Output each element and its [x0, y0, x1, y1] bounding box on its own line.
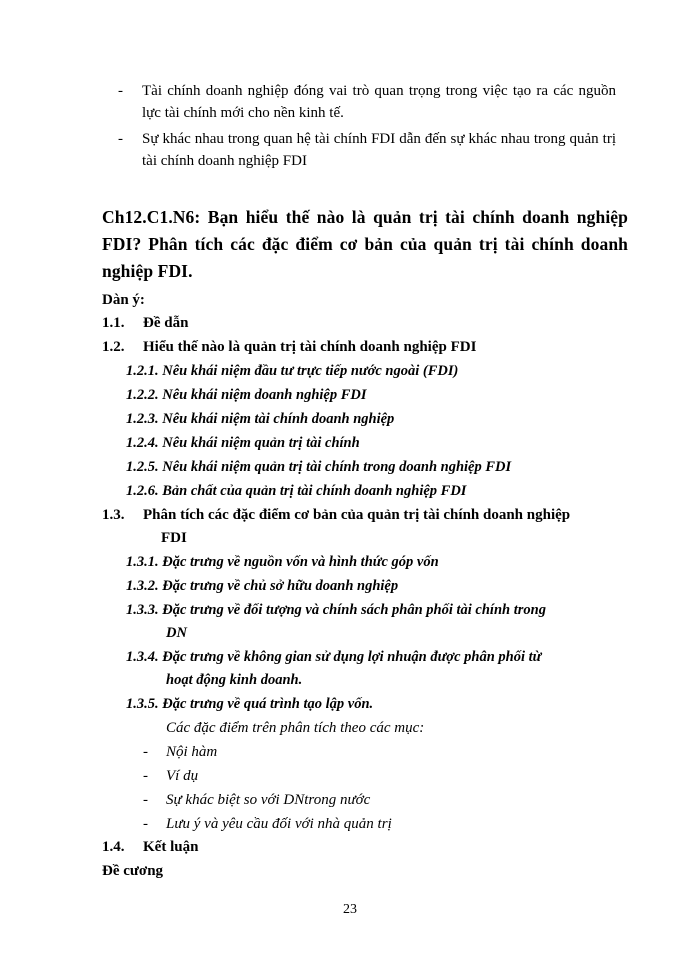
subsection-item: 1.2.6. Bản chất của quản trị tài chính doanh nghiệp FDI: [126, 483, 467, 499]
subsection-item: 1.3.1. Đặc trưng về nguồn vốn và hình thức góp vốn: [126, 554, 439, 570]
analysis-point: Nội hàm: [166, 744, 218, 760]
section-number: 1.2.: [102, 339, 125, 355]
bullet-item: [118, 80, 618, 124]
section-title-analysis-cont: FDI: [161, 530, 187, 546]
subsection-item: 1.2.5. Nêu khái niệm quản trị tài chính trong doanh nghiệp FDI: [126, 459, 512, 475]
section-title-analysis: Phân tích các đặc điểm cơ bản của quản trị tài chính doanh nghiệp: [143, 507, 571, 523]
outline-label: Dàn ý:: [102, 292, 145, 308]
section-title-definition: Hiểu thế nào là quản trị tài chính doanh nghiệp FDI: [143, 339, 477, 355]
section-number: 1.3.: [102, 507, 125, 523]
subsection-item: 1.2.3. Nêu khái niệm tài chính doanh nghiệp: [126, 411, 395, 427]
list-dash: -: [143, 744, 148, 760]
list-dash: -: [143, 792, 148, 808]
subsection-item-cont: DN: [166, 625, 187, 641]
analysis-note: Các đặc điểm trên phân tích theo các mục:: [166, 720, 425, 736]
bullet-dash: -: [118, 83, 123, 99]
analysis-point: Sự khác biệt so với DNtrong nước: [166, 792, 371, 808]
bullet-dash: -: [118, 131, 123, 147]
section-number: 1.1.: [102, 315, 125, 331]
subsection-item: 1.2.1. Nêu khái niệm đầu tư trực tiếp nước ngoài (FDI): [126, 363, 459, 379]
subsection-item: 1.3.3. Đặc trưng về đối tượng và chính sách phân phối tài chính trong: [126, 602, 546, 618]
bullet-text: Sự khác nhau trong quan hệ tài chính FDI dẫn đến sự khác nhau trong quản trị tài chính doanh nghiệp FDI: [142, 131, 616, 169]
section-number: 1.4.: [102, 839, 125, 855]
subsection-item: 1.3.4. Đặc trưng về không gian sử dụng lợi nhuận được phân phối từ: [126, 649, 542, 665]
subsection-item: 1.2.4. Nêu khái niệm quản trị tài chính: [126, 435, 360, 451]
question-heading: Ch12.C1.N6: Bạn hiểu thế nào là quản trị tài chính doanh nghiệp FDI? Phân tích các đặc điểm cơ bản của quản trị tài chính doanh nghiệp FDI.: [102, 207, 628, 281]
bullet-item: [118, 128, 618, 172]
analysis-point: Ví dụ: [166, 768, 199, 784]
list-dash: -: [143, 816, 148, 832]
analysis-point: Lưu ý và yêu cầu đối với nhà quản trị: [166, 816, 392, 832]
subsection-item: 1.2.2. Nêu khái niệm doanh nghiệp FDI: [126, 387, 367, 403]
subsection-item-cont: hoạt động kinh doanh.: [166, 672, 303, 688]
bullet-text: Tài chính doanh nghiệp đóng vai trò quan trọng trong việc tạo ra các nguồn lực tài chính mới cho nền kinh tế.: [142, 83, 616, 121]
section-title-conclusion: Kết luận: [143, 839, 199, 855]
subsection-item: 1.3.5. Đặc trưng về quá trình tạo lập vốn.: [126, 696, 374, 712]
subsection-item: 1.3.2. Đặc trưng về chủ sở hữu doanh nghiệp: [126, 578, 399, 594]
section-title-introduction: Đề dẫn: [143, 315, 189, 331]
list-dash: -: [143, 768, 148, 784]
outline-footer-label: Đề cương: [102, 863, 164, 879]
page-number: 23: [343, 902, 357, 917]
